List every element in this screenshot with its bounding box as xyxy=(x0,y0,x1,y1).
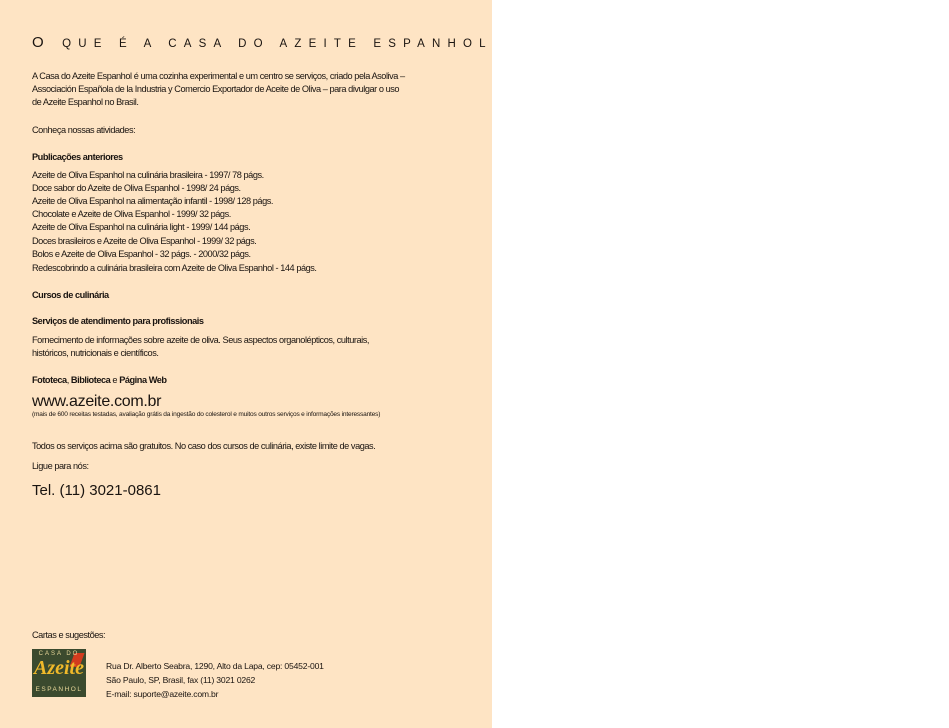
address-line-2: São Paulo, SP, Brasil, fax (11) 3021 0262 xyxy=(106,675,256,685)
call-text: Ligue para nós: xyxy=(32,461,89,471)
free-services-text: Todos os serviços acima são gratuitos. No caso dos cursos de culinária, existe limite de vagas. xyxy=(32,441,376,451)
publication-item: Doces brasileiros e Azeite de Oliva Espanhol - 1999/ 32 págs. xyxy=(32,236,257,246)
activities-intro: Conheça nossas atividades: xyxy=(32,125,136,135)
biblioteca-label: Biblioteca xyxy=(70,375,111,385)
website-note: (mais de 600 receitas testadas, avaliação grátis da ingestão do colesterol e muitos outros serviços e informações interessantes) xyxy=(32,411,381,418)
casa-do-azeite-logo xyxy=(32,649,86,697)
services-line-2: históricos, nutricionais e científicos. xyxy=(32,348,159,358)
address-line-1: Rua Dr. Alberto Seabra, 1290, Alto da Lapa, cep: 05452-001 xyxy=(106,661,324,671)
intro-line-2: Associación Española de la Industria y Comercio Exportador de Aceite de Oliva – para divulgar o uso xyxy=(32,84,400,94)
publication-item: Bolos e Azeite de Oliva Espanhol - 32 págs. - 2000/32 págs. xyxy=(32,249,251,259)
page-heading xyxy=(32,34,493,51)
publication-item: Doce sabor do Azeite de Oliva Espanhol - 1998/ 24 págs. xyxy=(32,183,241,193)
fototeca-separator: , xyxy=(66,375,71,385)
publication-item: Azeite de Oliva Espanhol na culinária brasileira - 1997/ 78 págs. xyxy=(32,170,264,180)
heading-initial: O xyxy=(32,34,52,51)
publication-item: Chocolate e Azeite de Oliva Espanhol - 1999/ 32 págs. xyxy=(32,209,231,219)
fototeca-label: Fototeca xyxy=(32,375,67,385)
intro-line-1: A Casa do Azeite Espanhol é uma cozinha experimental e um centro se serviços, criado pela Asoliva – xyxy=(32,71,405,81)
intro-line-3: de Azeite Espanhol no Brasil. xyxy=(32,97,139,107)
heading-text: QUE É A CASA DO AZEITE ESPANHOL xyxy=(62,38,493,50)
logo-main-text: Azeite xyxy=(34,657,84,679)
email-line[interactable]: E-mail: suporte@azeite.com.br xyxy=(106,689,219,699)
phone-number: Tel. (11) 3021-0861 xyxy=(32,482,161,499)
publication-item: Redescobrindo a culinária brasileira com Azeite de Oliva Espanhol - 144 págs. xyxy=(32,263,317,273)
services-line-1: Fornecimento de informações sobre azeite de oliva. Seus aspectos organolépticos, culturais, xyxy=(32,335,369,345)
website-link[interactable]: www.azeite.com.br xyxy=(32,393,162,410)
courses-title: Cursos de culinária xyxy=(32,290,109,300)
letters-label: Cartas e sugestões: xyxy=(32,630,106,640)
services-title: Serviços de atendimento para profissionais xyxy=(32,316,204,326)
logo-top-text: CASA DO xyxy=(38,651,80,657)
publications-title: Publicações anteriores xyxy=(32,152,123,162)
publication-item: Azeite de Oliva Espanhol na culinária light - 1999/ 144 págs. xyxy=(32,222,251,232)
pagina-web-label: Página Web xyxy=(119,375,167,385)
fototeca-separator: e xyxy=(110,375,120,385)
fototeca-line xyxy=(32,374,167,387)
publication-item: Azeite de Oliva Espanhol na alimentação infantil - 1998/ 128 págs. xyxy=(32,196,273,206)
logo-bottom-text: ESPANHOL xyxy=(35,686,83,693)
